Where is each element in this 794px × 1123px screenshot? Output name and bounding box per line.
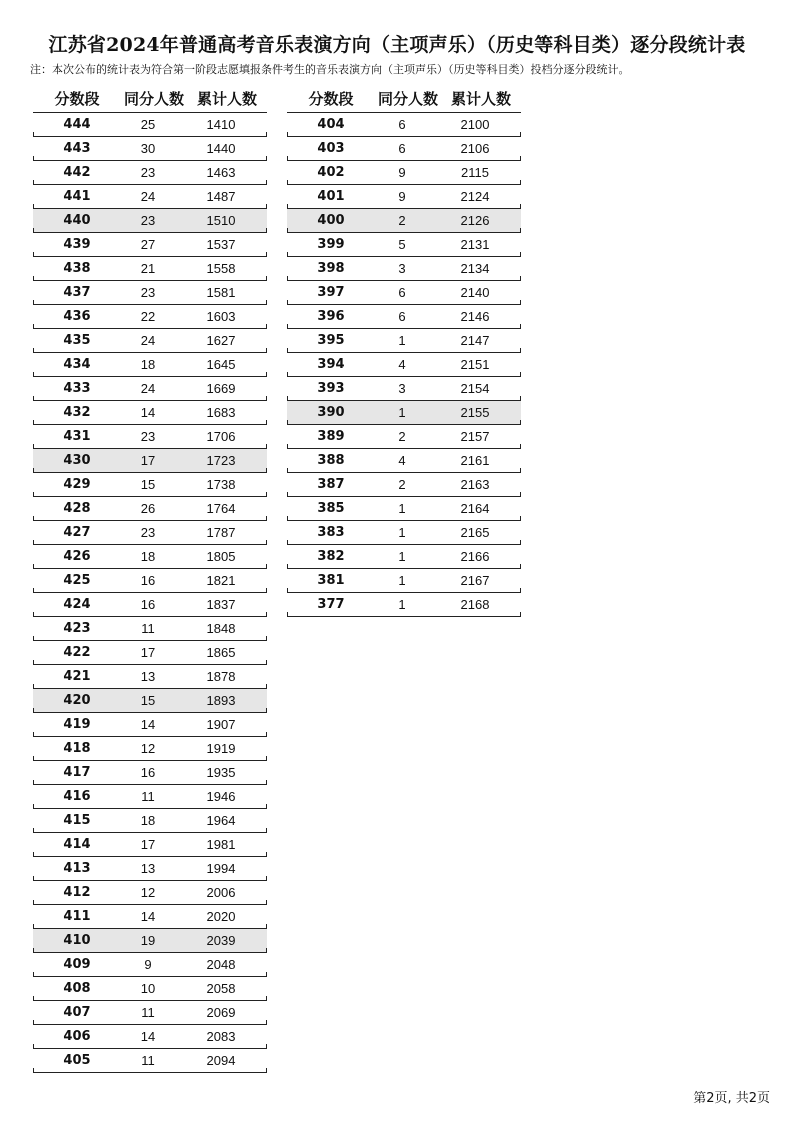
cumulative-cell: 1878 <box>206 669 236 684</box>
cumulative-cell: 2039 <box>206 933 236 948</box>
cumulative-cell: 1723 <box>206 453 236 468</box>
score-cell: 437 <box>63 285 91 300</box>
cumulative-cell: 1463 <box>206 165 236 180</box>
score-cell: 438 <box>63 261 91 276</box>
cumulative-cell: 1981 <box>206 837 236 852</box>
same-count-cell: 1 <box>398 525 406 540</box>
cumulative-cell: 1821 <box>206 573 236 588</box>
table-row <box>33 113 267 137</box>
same-count-cell: 23 <box>140 525 156 540</box>
same-count-cell: 5 <box>398 237 406 252</box>
table-row <box>33 1049 267 1073</box>
cumulative-cell: 1787 <box>206 525 236 540</box>
cumulative-cell: 1994 <box>206 861 236 876</box>
table-row <box>33 569 267 593</box>
table-row <box>33 833 267 857</box>
cumulative-cell: 2146 <box>460 309 490 324</box>
same-count-cell: 10 <box>140 981 156 996</box>
table-row <box>33 497 267 521</box>
score-cell: 385 <box>317 501 345 516</box>
table-row <box>287 353 521 377</box>
same-count-cell: 4 <box>398 357 406 372</box>
same-count-cell: 23 <box>140 213 156 228</box>
score-cell: 390 <box>317 405 345 420</box>
cumulative-cell: 1738 <box>206 477 236 492</box>
header-cumulative: 累计人数 <box>450 90 511 108</box>
score-cell: 410 <box>63 933 91 948</box>
table-row <box>287 209 521 233</box>
score-cell: 429 <box>63 477 91 492</box>
table-row <box>33 377 267 401</box>
score-cell: 443 <box>63 141 91 156</box>
same-count-cell: 21 <box>140 261 156 276</box>
table-row <box>33 1001 267 1025</box>
score-cell: 423 <box>63 621 91 636</box>
cumulative-cell: 2020 <box>206 909 236 924</box>
cumulative-cell: 2106 <box>460 141 490 156</box>
score-cell: 406 <box>63 1029 91 1044</box>
cumulative-cell: 2167 <box>460 573 490 588</box>
cumulative-cell: 1964 <box>206 813 236 828</box>
same-count-cell: 17 <box>140 645 156 660</box>
score-cell: 400 <box>317 213 345 228</box>
score-cell: 432 <box>63 405 91 420</box>
cumulative-cell: 1487 <box>206 189 236 204</box>
same-count-cell: 24 <box>140 333 156 348</box>
score-cell: 389 <box>317 429 345 444</box>
same-count-cell: 14 <box>140 1029 156 1044</box>
same-count-cell: 11 <box>141 789 155 804</box>
score-cell: 413 <box>63 861 91 876</box>
table-row <box>287 257 521 281</box>
table-row <box>33 137 267 161</box>
table-row <box>287 593 521 617</box>
table-row <box>287 377 521 401</box>
score-cell: 417 <box>63 765 91 780</box>
score-cell: 418 <box>63 741 91 756</box>
same-count-cell: 14 <box>140 717 156 732</box>
cumulative-cell: 2006 <box>206 885 236 900</box>
cumulative-cell: 1627 <box>206 333 236 348</box>
cumulative-cell: 2069 <box>206 1005 236 1020</box>
same-count-cell: 16 <box>140 597 156 612</box>
same-count-cell: 1 <box>398 573 406 588</box>
score-cell: 403 <box>317 141 345 156</box>
score-cell: 430 <box>63 453 91 468</box>
same-count-cell: 30 <box>140 141 156 156</box>
score-cell: 377 <box>317 597 345 612</box>
same-count-cell: 19 <box>140 933 156 948</box>
table-row <box>33 281 267 305</box>
cumulative-cell: 1510 <box>206 213 236 228</box>
cumulative-cell: 2164 <box>460 501 490 516</box>
score-cell: 435 <box>63 333 91 348</box>
same-count-cell: 17 <box>140 453 156 468</box>
score-cell: 396 <box>317 309 345 324</box>
table-row <box>287 521 521 545</box>
cumulative-cell: 1440 <box>206 141 236 156</box>
score-cell: 407 <box>63 1005 91 1020</box>
cumulative-cell: 1683 <box>206 405 236 420</box>
score-cell: 381 <box>317 573 345 588</box>
table-row <box>287 233 521 257</box>
same-count-cell: 14 <box>140 405 156 420</box>
cumulative-cell: 2124 <box>460 189 490 204</box>
score-cell: 387 <box>317 477 345 492</box>
cumulative-cell: 1645 <box>206 357 236 372</box>
same-count-cell: 18 <box>140 813 156 828</box>
same-count-cell: 2 <box>398 477 406 492</box>
same-count-cell: 11 <box>141 1053 155 1068</box>
table-row <box>33 593 267 617</box>
same-count-cell: 12 <box>140 885 156 900</box>
same-count-cell: 16 <box>140 765 156 780</box>
score-cell: 427 <box>63 525 91 540</box>
cumulative-cell: 2165 <box>460 525 490 540</box>
score-cell: 411 <box>63 909 91 924</box>
table-row <box>33 641 267 665</box>
table-row <box>33 401 267 425</box>
cumulative-cell: 2058 <box>206 981 236 996</box>
score-cell: 404 <box>317 117 345 132</box>
score-cell: 388 <box>317 453 345 468</box>
table-row <box>287 545 521 569</box>
table-row <box>33 329 267 353</box>
table-row <box>33 761 267 785</box>
header-score: 分数段 <box>308 90 354 108</box>
table-row <box>33 425 267 449</box>
score-table-left <box>33 85 267 1073</box>
table-row <box>33 617 267 641</box>
cumulative-cell: 2131 <box>460 237 490 252</box>
same-count-cell: 27 <box>140 237 156 252</box>
table-row <box>287 161 521 185</box>
cumulative-cell: 2154 <box>460 381 490 396</box>
cumulative-cell: 2161 <box>460 453 490 468</box>
table-row <box>33 257 267 281</box>
table-row <box>287 137 521 161</box>
same-count-cell: 4 <box>398 453 406 468</box>
table-row <box>33 977 267 1001</box>
table-row <box>33 785 267 809</box>
header-cumulative: 累计人数 <box>196 90 257 108</box>
header-same-count: 同分人数 <box>377 90 438 108</box>
cumulative-cell: 2115 <box>461 165 489 180</box>
cumulative-cell: 2166 <box>460 549 490 564</box>
table-row <box>33 713 267 737</box>
same-count-cell: 9 <box>398 189 406 204</box>
score-cell: 442 <box>63 165 91 180</box>
score-cell: 399 <box>317 237 345 252</box>
cumulative-cell: 2083 <box>206 1029 236 1044</box>
table-row <box>287 305 521 329</box>
cumulative-cell: 1805 <box>206 549 236 564</box>
score-cell: 398 <box>317 261 345 276</box>
same-count-cell: 14 <box>140 909 156 924</box>
same-count-cell: 13 <box>140 861 156 876</box>
same-count-cell: 25 <box>140 117 156 132</box>
cumulative-cell: 2151 <box>460 357 490 372</box>
table-row <box>33 353 267 377</box>
same-count-cell: 11 <box>141 1005 155 1020</box>
same-count-cell: 23 <box>140 285 156 300</box>
same-count-cell: 15 <box>140 477 156 492</box>
score-cell: 439 <box>63 237 91 252</box>
cumulative-cell: 1837 <box>206 597 236 612</box>
cumulative-cell: 2147 <box>460 333 490 348</box>
score-cell: 415 <box>63 813 91 828</box>
table-row <box>33 521 267 545</box>
score-cell: 402 <box>317 165 345 180</box>
score-cell: 397 <box>317 285 345 300</box>
table-body <box>33 113 267 1073</box>
same-count-cell: 23 <box>140 165 156 180</box>
score-cell: 426 <box>63 549 91 564</box>
table-row <box>287 281 521 305</box>
table-row <box>33 545 267 569</box>
table-row <box>287 329 521 353</box>
score-cell: 433 <box>63 381 91 396</box>
table-row <box>33 233 267 257</box>
table-row <box>287 185 521 209</box>
score-cell: 416 <box>63 789 91 804</box>
cumulative-cell: 1907 <box>206 717 236 732</box>
cumulative-cell: 1581 <box>206 285 236 300</box>
same-count-cell: 26 <box>140 501 156 516</box>
cumulative-cell: 2163 <box>460 477 490 492</box>
table-row <box>33 689 267 713</box>
table-row <box>287 569 521 593</box>
cumulative-cell: 1410 <box>206 117 236 132</box>
table-row <box>33 473 267 497</box>
table-row <box>287 497 521 521</box>
table-row <box>33 185 267 209</box>
table-row <box>287 425 521 449</box>
table-row <box>33 161 267 185</box>
same-count-cell: 23 <box>140 429 156 444</box>
same-count-cell: 18 <box>140 357 156 372</box>
score-cell: 434 <box>63 357 91 372</box>
same-count-cell: 22 <box>140 309 156 324</box>
table-row <box>33 929 267 953</box>
page-title: 江苏省2024年普通高考音乐表演方向（主项声乐）（历史等科目类）逐分段统计表 <box>48 34 746 56</box>
same-count-cell: 6 <box>398 117 406 132</box>
table-row <box>33 809 267 833</box>
cumulative-cell: 2100 <box>460 117 490 132</box>
score-cell: 382 <box>317 549 345 564</box>
header-score: 分数段 <box>54 90 100 108</box>
same-count-cell: 6 <box>398 141 406 156</box>
same-count-cell: 17 <box>140 837 156 852</box>
table-row <box>33 449 267 473</box>
same-count-cell: 6 <box>398 285 406 300</box>
same-count-cell: 1 <box>398 597 406 612</box>
score-cell: 444 <box>63 117 91 132</box>
cumulative-cell: 1935 <box>206 765 236 780</box>
score-cell: 431 <box>63 429 91 444</box>
score-cell: 421 <box>63 669 91 684</box>
page-number: 第2页, 共2页 <box>693 1091 770 1106</box>
same-count-cell: 9 <box>144 957 152 972</box>
table-row <box>287 113 521 137</box>
table-header <box>33 85 267 113</box>
same-count-cell: 24 <box>140 381 156 396</box>
cumulative-cell: 2134 <box>460 261 490 276</box>
table-row <box>33 305 267 329</box>
cumulative-cell: 2094 <box>206 1053 236 1068</box>
score-cell: 425 <box>63 573 91 588</box>
score-cell: 395 <box>317 333 345 348</box>
same-count-cell: 3 <box>398 381 406 396</box>
score-cell: 401 <box>317 189 345 204</box>
cumulative-cell: 1764 <box>206 501 236 516</box>
cumulative-cell: 2168 <box>460 597 490 612</box>
score-cell: 394 <box>317 357 345 372</box>
same-count-cell: 2 <box>398 429 406 444</box>
same-count-cell: 1 <box>398 333 406 348</box>
same-count-cell: 1 <box>398 501 406 516</box>
same-count-cell: 1 <box>398 405 406 420</box>
table-row <box>33 209 267 233</box>
score-table-right <box>287 85 521 617</box>
cumulative-cell: 1848 <box>206 621 236 636</box>
table-row <box>33 881 267 905</box>
table-row <box>287 473 521 497</box>
score-cell: 428 <box>63 501 91 516</box>
cumulative-cell: 1669 <box>206 381 236 396</box>
cumulative-cell: 1537 <box>206 237 236 252</box>
cumulative-cell: 1865 <box>206 645 236 660</box>
table-row <box>33 737 267 761</box>
table-row <box>33 953 267 977</box>
table-row <box>287 449 521 473</box>
score-cell: 408 <box>63 981 91 996</box>
score-cell: 409 <box>63 957 91 972</box>
score-cell: 393 <box>317 381 345 396</box>
cumulative-cell: 1558 <box>206 261 236 276</box>
score-cell: 419 <box>63 717 91 732</box>
same-count-cell: 2 <box>398 213 406 228</box>
table-row <box>287 401 521 425</box>
score-cell: 422 <box>63 645 91 660</box>
table-body <box>287 113 521 617</box>
score-cell: 441 <box>63 189 91 204</box>
cumulative-cell: 2126 <box>460 213 490 228</box>
score-cell: 412 <box>63 885 91 900</box>
score-cell: 383 <box>317 525 345 540</box>
cumulative-cell: 1603 <box>206 309 236 324</box>
table-header <box>287 85 521 113</box>
cumulative-cell: 1946 <box>206 789 236 804</box>
cumulative-cell: 2157 <box>460 429 490 444</box>
same-count-cell: 18 <box>140 549 156 564</box>
cumulative-cell: 2155 <box>460 405 490 420</box>
header-same-count: 同分人数 <box>123 90 184 108</box>
same-count-cell: 9 <box>398 165 406 180</box>
cumulative-cell: 1893 <box>206 693 236 708</box>
cumulative-cell: 2048 <box>206 957 236 972</box>
score-cell: 440 <box>63 213 91 228</box>
table-row <box>33 665 267 689</box>
score-cell: 424 <box>63 597 91 612</box>
table-row <box>33 857 267 881</box>
same-count-cell: 16 <box>140 573 156 588</box>
same-count-cell: 15 <box>140 693 156 708</box>
same-count-cell: 24 <box>140 189 156 204</box>
score-cell: 414 <box>63 837 91 852</box>
table-row <box>33 905 267 929</box>
table-row <box>33 1025 267 1049</box>
score-cell: 420 <box>63 693 91 708</box>
cumulative-cell: 2140 <box>460 285 490 300</box>
same-count-cell: 11 <box>141 621 155 636</box>
score-cell: 436 <box>63 309 91 324</box>
same-count-cell: 13 <box>140 669 156 684</box>
same-count-cell: 6 <box>398 309 406 324</box>
table-note: 注：本次公布的统计表为符合第一阶段志愿填报条件考生的音乐表演方向（主项声乐）（历史等科目类）投档分逐分段统计。 <box>30 63 630 76</box>
cumulative-cell: 1919 <box>206 741 236 756</box>
same-count-cell: 3 <box>398 261 406 276</box>
score-cell: 405 <box>63 1053 91 1068</box>
same-count-cell: 12 <box>140 741 156 756</box>
same-count-cell: 1 <box>398 549 406 564</box>
cumulative-cell: 1706 <box>206 429 236 444</box>
